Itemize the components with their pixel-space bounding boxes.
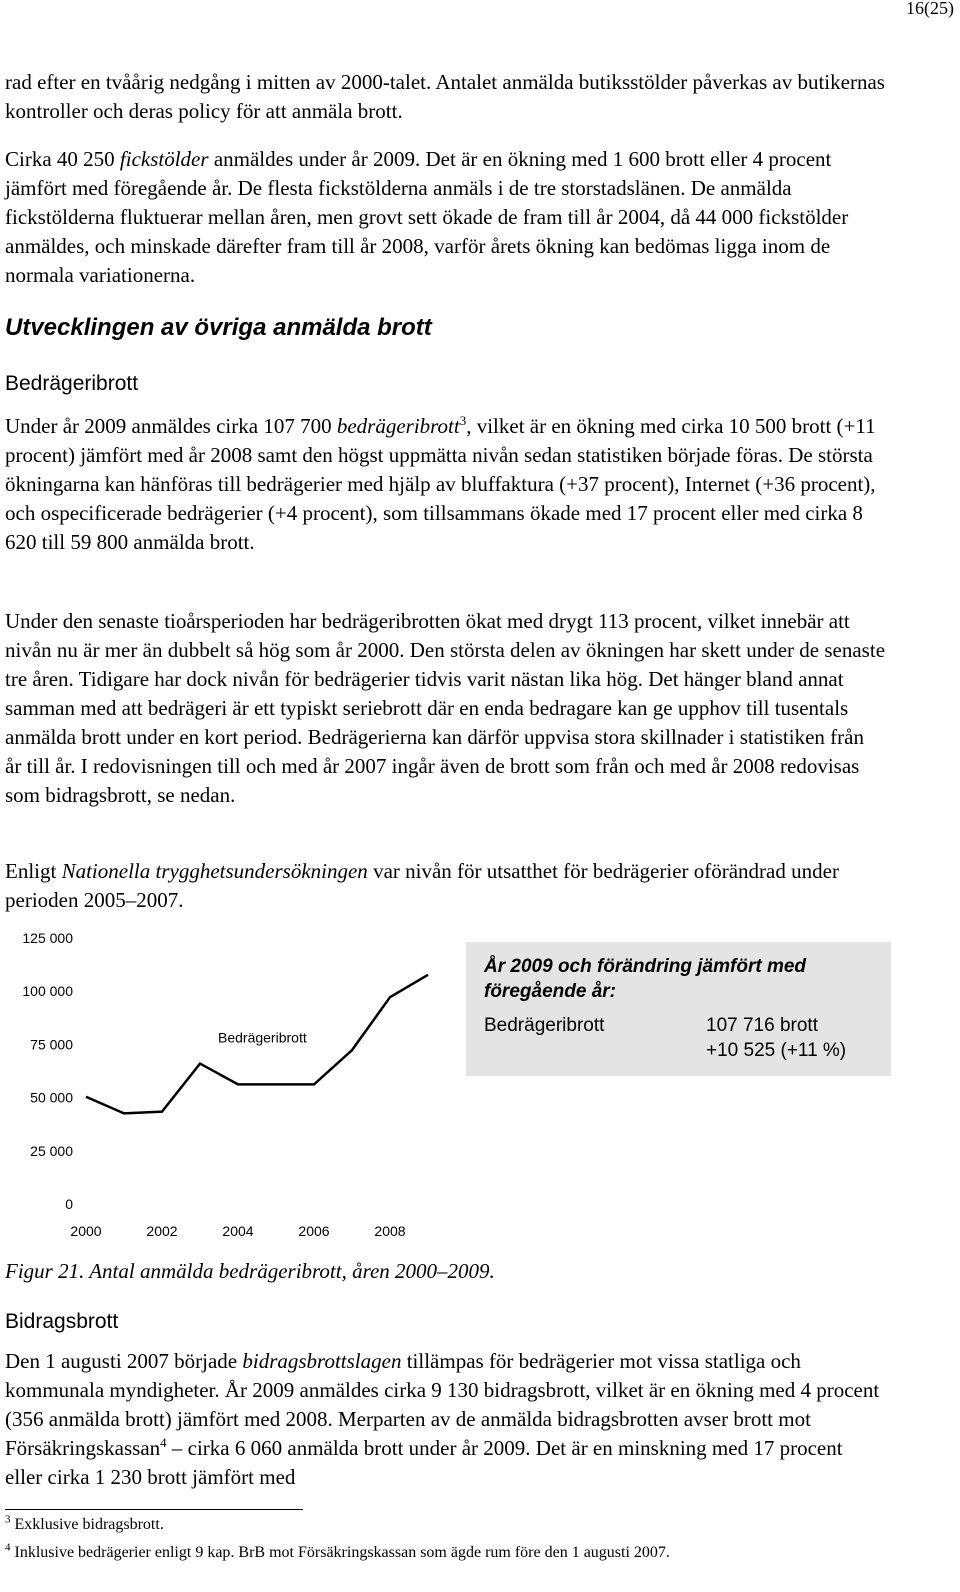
- italic-term: fickstölder: [119, 147, 209, 171]
- x-tick-label: 2006: [298, 1223, 330, 1239]
- footnote-number: 3: [5, 1513, 11, 1526]
- summary-box: [466, 942, 891, 1076]
- text-run: Den 1 augusti 2007 började: [5, 1349, 243, 1373]
- text-run: Under år 2009 anmäldes cirka 107 700: [5, 414, 337, 438]
- y-tick-label: 25 000: [30, 1142, 73, 1159]
- text-run: tillämpas för bedrägerier mot vissa statliga och kommunala myndigheter. År 2009 anmäldes cirka 9 130 bidragsbrott, vilket är en ökning med 4 procent (356 anmälda brott) jämfört med 2008. Merparten av de anmälda bidragsbrotten avser brott mot Försäkringskassan: [5, 1349, 880, 1460]
- fraud-line-chart: [0, 920, 460, 1250]
- x-tick-label: 2008: [374, 1223, 406, 1239]
- footnote-ref: 4: [160, 1435, 167, 1450]
- text-run: var nivån för utsatthet för bedrägerier oförändrad under perioden 2005–2007.: [5, 859, 839, 912]
- italic-term: Nationella trygghetsundersökningen: [61, 859, 368, 883]
- x-tick-label: 2002: [146, 1223, 178, 1239]
- x-tick-label: 2000: [70, 1223, 102, 1239]
- footnote-number: 4: [5, 1541, 11, 1554]
- text-run: , vilket är en ökning med cirka 10 500 brott (+11 procent) jämfört med år 2008 samt den högst uppmätta nivån sedan statistiken började föras. De största ökningarna kan hänföras till bedrägerier med hjälp av bluffaktura (+37 procent), Internet (+36 procent), och ospecificerade bedrägerier (+4 procent), som tillsammans ökade med 17 procent eller med cirka 8 620 till 59 800 anmälda brott.: [5, 414, 876, 554]
- y-tick-label: 50 000: [30, 1089, 73, 1106]
- footnote-text: Inklusive bedrägerier enligt 9 kap. BrB mot Försäkringskassan som ägde rum före den 1 augusti 2007.: [10, 1544, 670, 1561]
- paragraph-fraud-decade: Under den senaste tioårsperioden har bedrägeribrotten ökat med drygt 113 procent, vilket innebär att nivån nu är mer än dubbelt så hög som år 2000. Den största delen av ökningen har skett under de senaste tre åren. Tidigare har dock nivån för bedrägerier tidvis varit nästan lika hög. Det hänger bland annat samman med att bedrägeri är ett typiskt seriebrott där en enda bedragare kan ge upphov till tusentals anmälda brott under en kort period. Bedrägerierna kan därför uppvisa stora skillnader i statistiken från år till år. I redovisningen till och med år 2007 ingår även de brott som från och med år 2008 redovisas som bidragsbrott, se nedan.: [5, 609, 886, 807]
- text-run: anmäldes under år 2009. Det är en ökning med 1 600 brott eller 4 procent jämfört med föregående år. De flesta fickstölderna anmäls i de tre storstadslänen. De anmälda fickstölderna fluktuerar mellan åren, men grovt sett ökade de fram till år 2004, då 44 000 fickstölder anmäldes, och minskade därefter fram till år 2008, varför årets ökning kan bedömas ligga inom de normala variationerna.: [5, 147, 849, 287]
- paragraph-pickpocketing: [5, 145, 885, 290]
- text-run: Enligt: [5, 859, 62, 883]
- footnote-divider: [5, 1509, 303, 1510]
- y-tick-label: 75 000: [30, 1036, 73, 1053]
- summary-label: Bedrägeribrott: [484, 1015, 605, 1036]
- subsection-title-benefit-fraud: Bidragsbrott: [5, 1310, 119, 1333]
- paragraph-fraud-2009: [5, 412, 885, 557]
- y-tick-label: 0: [65, 1196, 73, 1212]
- italic-term: bedrägeribrott: [336, 414, 460, 438]
- summary-value-change: +10 525 (+11 %): [706, 1040, 847, 1061]
- y-tick-label: 100 000: [22, 983, 73, 1000]
- footnote-4: [5, 1541, 670, 1562]
- paragraph-benefit-fraud: [5, 1347, 885, 1492]
- x-tick-label: 2004: [222, 1223, 254, 1239]
- footnote-text: Exklusive bidragsbrott.: [10, 1516, 164, 1533]
- paragraph-ntu: [5, 857, 885, 915]
- section-heading: Utvecklingen av övriga anmälda brott: [5, 314, 432, 341]
- footnote-3: [5, 1513, 164, 1534]
- page-number: 16(25): [906, 0, 954, 18]
- figure-caption: Figur 21. Antal anmälda bedrägeribrott, åren 2000–2009.: [5, 1259, 495, 1283]
- summary-value-count: 107 716 brott: [706, 1015, 818, 1036]
- footnote-ref: 3: [459, 413, 467, 428]
- series-label: Bedrägeribrott: [218, 1029, 307, 1046]
- y-tick-label: 125 000: [22, 930, 73, 946]
- text-run: Cirka 40 250: [5, 147, 120, 171]
- italic-term: bidragsbrottslagen: [242, 1349, 402, 1373]
- text-run: – cirka 6 060 anmälda brott under år 2009. Det är en minskning med 17 procent eller cirka 1 230 brott jämfört med: [5, 1436, 843, 1489]
- subsection-title-fraud: Bedrägeribrott: [5, 372, 139, 395]
- paragraph-retail-theft: rad efter en tvåårig nedgång i mitten av 2000-talet. Antalet anmälda butiksstölder påverkas av butikernas kontroller och deras policy för att anmäla brott.: [5, 70, 885, 123]
- summary-title: År 2009 och förändring jämfört med föregående år:: [484, 956, 807, 1002]
